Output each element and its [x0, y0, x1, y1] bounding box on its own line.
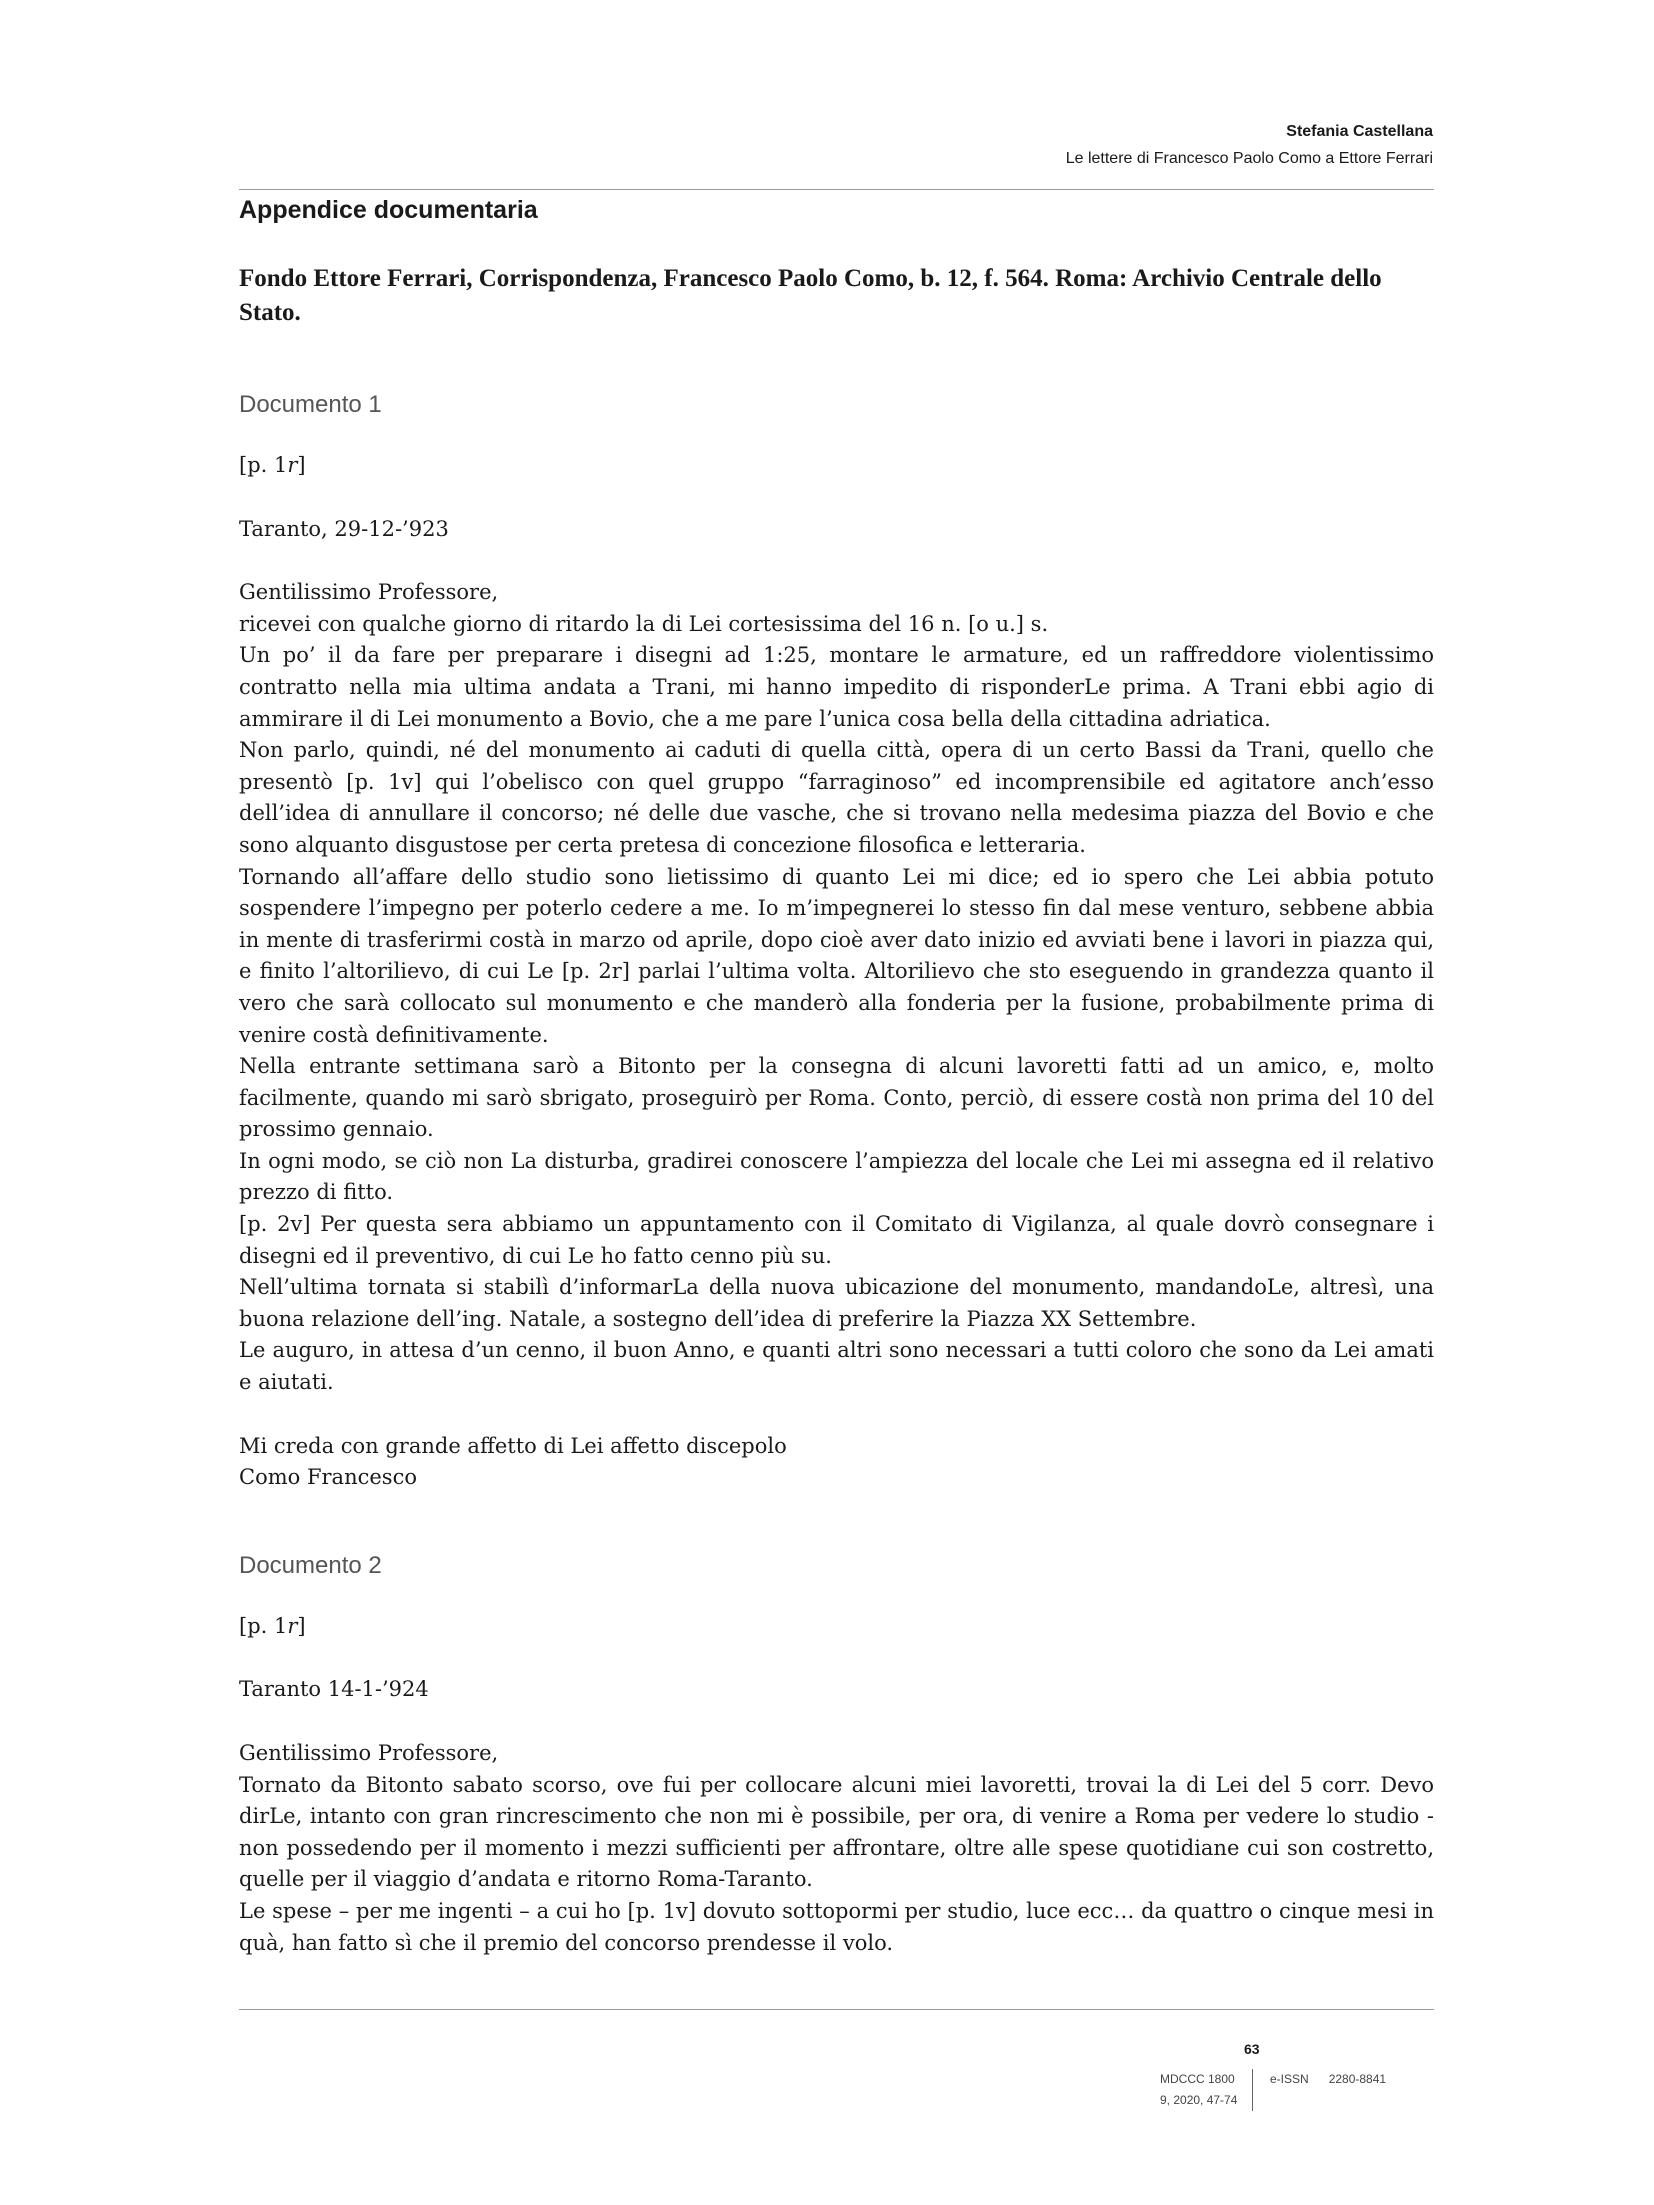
letter-paragraph: Tornato da Bitonto sabato scorso, ove fui per collocare alcuni miei lavoretti, trovai la di Lei del 5 corr. Devo dirLe, intanto con gran rincrescimento che non mi è possibile, per ora, di venire a Roma per vedere lo studio - non possedendo per il momento i mezzi sufficienti per affrontare, oltre alle spese quotidiane cui son costretto, quelle per il viaggio d’andata e ritorno Roma-Taranto.	[239, 1772, 1434, 1892]
letter-paragraph: In ogni modo, se ciò non La disturba, gradirei conoscere l’ampiezza del locale che Lei mi assegna ed il relativo prezzo di fitto.	[239, 1148, 1434, 1205]
page-ref-recto: r	[287, 453, 298, 477]
page-ref-close: ]	[297, 453, 306, 477]
document-2	[239, 1549, 1434, 1959]
journal-issue: 9, 2020, 47-74	[1160, 2093, 1238, 2107]
letter-paragraph: Le spese – per me ingenti – a cui ho [p. 1v] dovuto sottopormi per studio, luce ecc… da quattro o cinque mesi in quà, han fatto sì che il premio del concorso prendesse il volo.	[239, 1898, 1434, 1955]
document-title: Documento 2	[239, 1551, 382, 1579]
page-ref-close: ]	[297, 1613, 306, 1638]
issn-label: e-ISSN	[1270, 2072, 1309, 2086]
signature: Como Francesco	[239, 1465, 417, 1490]
salutation: Gentilissimo Professore,	[239, 1741, 499, 1765]
letter-paragraph: Le auguro, in attesa d’un cenno, il buon Anno, e quanti altri sono necessari a tutti coloro che sono da Lei amati e aiutati.	[239, 1338, 1434, 1395]
footer-rule	[239, 2009, 1434, 2010]
running-head-author: Stefania Castellana	[1286, 123, 1433, 140]
letter-paragraph: Nella entrante settimana sarò a Bitonto per la consegna di alcuni lavoretti fatti ad un amico, e, molto facilmente, quando mi sarò sbrigato, proseguirò per Roma. Conto, perciò, di essere costà non prima del 10 del prossimo gennaio.	[239, 1054, 1434, 1142]
footer-divider	[1252, 2069, 1253, 2111]
letter-paragraph: Nell’ultima tornata si stabilì d’informarLa della nuova ubicazione del monumento, mandandoLe, altresì, una buona relazione dell’ing. Natale, a sostegno dell’idea di preferire la Piazza XX Settembre.	[239, 1275, 1434, 1331]
journal-name: MDCCC 1800	[1160, 2072, 1235, 2086]
salutation: Gentilissimo Professore,	[239, 580, 499, 605]
section-heading: Appendice documentaria	[239, 196, 538, 224]
document-1	[239, 388, 1434, 1494]
page-ref-recto: r	[287, 1613, 298, 1638]
document-title: Documento 1	[239, 391, 382, 418]
letter-paragraph: [p. 2v] Per questa sera abbiamo un appuntamento con il Comitato di Vigilanza, al quale dovrò consegnare i disegni ed il preventivo, di cui Le ho fatto cenno più su.	[239, 1212, 1434, 1268]
running-head-title: Le lettere di Francesco Paolo Como a Ettore Ferrari	[1065, 150, 1433, 167]
page-ref-text: [p. 1	[239, 453, 288, 477]
page-reference	[239, 1611, 1434, 1643]
letter-paragraph: Un po’ il da fare per preparare i disegni ad 1:25, montare le armature, ed un raffreddore violentissimo contratto nella mia ultima andata a Trani, mi hanno impedito di risponderLe prima. A Trani ebbi agio di ammirare il di Lei monumento a Bovio, che a me pare l’unica cosa bella della cittadina adriatica.	[239, 643, 1434, 731]
page-reference	[239, 450, 1434, 482]
letter-paragraph: Non parlo, quindi, né del monumento ai caduti di quella città, opera di un certo Bassi da Trani, quello che presentò [p. 1v] qui l’obelisco con quel gruppo “farraginoso” ed incomprensibile ed agitatore anch’esso dell’idea di annullare il concorso; né delle due vasche, che si trovano nella medesima piazza del Bovio e che sono alquanto disgustose per certa pretesa di concezione filosofica e letteraria.	[239, 738, 1434, 857]
documents	[239, 388, 1434, 1959]
source-heading: Fondo Ettore Ferrari, Corrispondenza, Francesco Paolo Como, b. 12, f. 564. Roma: Archivio Centrale dello Stato.	[239, 265, 1382, 326]
issn-value: 2280-8841	[1328, 2072, 1387, 2086]
closing: Mi creda con grande affetto di Lei affetto discepolo	[239, 1433, 787, 1458]
running-head	[1066, 118, 1433, 172]
letter-paragraph: Tornando all’affare dello studio sono lietissimo di quanto Lei mi dice; ed io spero che Lei abbia potuto sospendere l’impegno per poterlo cedere a me. Io m’impegnerei lo stesso fin dal mese venturo, sebbene abbia in mente di trasferirmi costà in marzo od aprile, dopo cioè aver dato inizio ed avviati bene i lavori in piazza qui, e finito l’altorilievo, di cui Le [p. 2r] parlai l’ultima volta. Altorilievo che sto eseguendo in grandezza quanto il vero che sarà collocato sul monumento e che manderò alla fonderia per la fusione, probabilmente prima di venire costà definitivamente.	[239, 864, 1434, 1047]
letter-paragraph: ricevei con qualche giorno di ritardo la di Lei cortesissima del 16 n. [o u.] s.	[239, 611, 1049, 636]
header-rule	[239, 189, 1434, 190]
place-date: Taranto, 29-12-’923	[239, 516, 449, 541]
page-ref-text: [p. 1	[239, 1613, 288, 1638]
place-date: Taranto 14-1-’924	[239, 1677, 429, 1702]
page-number: 63	[1244, 2041, 1260, 2057]
